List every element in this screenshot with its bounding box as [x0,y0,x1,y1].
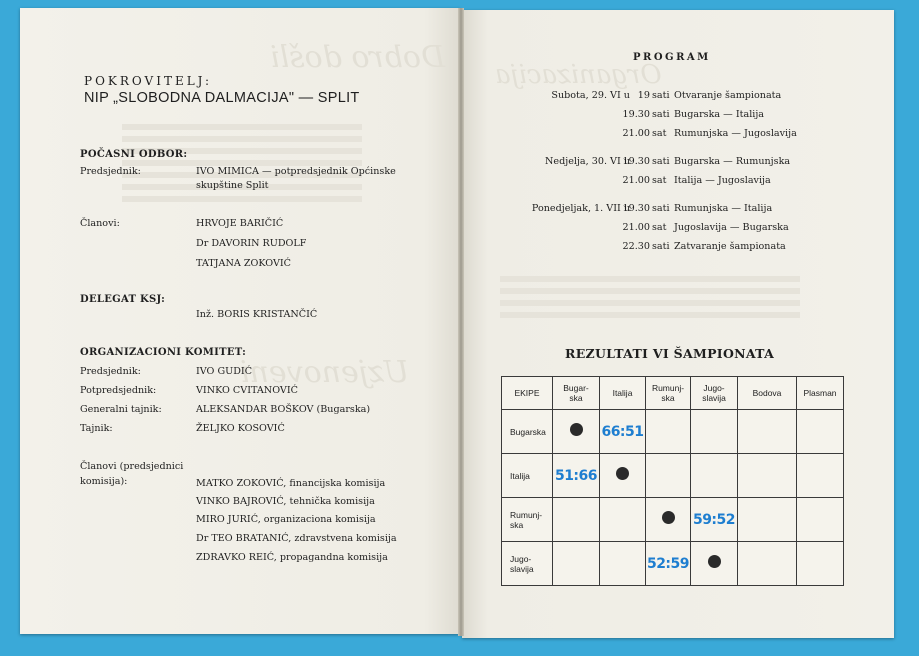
results-cell [553,454,600,498]
program-unit: sati [652,109,670,120]
pocasni-clanovi-label: Članovi: [80,218,120,229]
pocasni-predsjednik-label: Predsjednik: [80,166,141,177]
program-time: 19.30 [622,156,650,167]
results-cell [691,542,738,586]
pocasni-clan-2: Dr DAVORIN RUDOLF [196,238,307,249]
header-text: EKIPE [514,388,540,398]
results-cell [738,498,797,542]
org-row-value: ŽELJKO KOSOVIĆ [196,423,285,434]
handwritten-score: 66:51 [601,423,644,440]
results-cell [691,498,738,542]
delegat-title: DELEGAT KSJ: [80,294,166,305]
org-row-value: VINKO CVITANOVIĆ [196,385,298,396]
pocasni-odbor-title: POČASNI ODBOR: [80,149,188,160]
program-event: Zatvaranje šampionata [674,241,786,252]
program-event: Rumunjska — Italija [674,203,773,214]
pocasni-predsjednik-value-1: IVO MIMICA — potpredsjednik Općinske [196,166,396,177]
results-body [502,410,844,586]
results-team-name: Jugo- slavija [502,542,553,586]
results-cell [797,542,844,586]
program-event: Jugoslavija — Bugarska [674,222,789,233]
program-time: 22.30 [622,241,650,252]
program-day: Nedjelja, 30. VI u [545,156,630,167]
header-text: Rumunj- ska [651,383,685,403]
program-time: 19.30 [622,203,650,214]
pocasni-clan-1: HRVOJE BARIČIĆ [196,218,284,229]
program-event: Bugarska — Rumunjska [674,156,791,167]
results-row [502,454,844,498]
org-komitet-title: ORGANIZACIONI KOMITET: [80,347,247,358]
results-cell [738,454,797,498]
org-row-label: Predsjednik: [80,366,141,377]
results-team-name: Italija [502,454,553,498]
results-header-row [502,377,844,410]
results-cell [646,498,691,542]
header-jugoslavija [691,377,738,410]
org-clan: MIRO JURIĆ, organizaciona komisija [196,514,376,525]
show-through-heading-left-2: Uzjenoveni [240,355,410,390]
program-time: 21.00 [622,222,650,233]
org-clanovi-label-1: Članovi (predsjednici [80,461,184,472]
pocasni-clan-3: TATJANA ZOKOVIĆ [196,258,292,269]
handwritten-score: 51:66 [554,467,598,484]
org-clan: Dr TEO BRATANIĆ, zdravstvena komisija [196,533,397,544]
results-team-name: Bugarska [502,410,553,454]
handwritten-score: 59:52 [692,511,736,528]
results-cell [600,542,646,586]
results-title: REZULTATI VI ŠAMPIONATA [565,346,775,361]
org-row-label: Generalni tajnik: [80,404,162,415]
results-cell [553,542,600,586]
self-match-dot-icon [616,467,629,480]
results-cell [691,454,738,498]
results-cell [738,410,797,454]
program-event: Bugarska — Italija [674,109,765,120]
results-row [502,542,844,586]
results-cell [600,410,646,454]
org-row-label: Tajnik: [80,423,113,434]
org-clan: MATKO ZOKOVIĆ, financijska komisija [196,478,386,489]
pokrovitelj-name: NIP „SLOBODNA DALMACIJA" — SPLIT [84,90,360,106]
program-time: 21.00 [622,175,650,186]
results-row [502,410,844,454]
program-unit: sat [652,222,667,233]
org-row-label: Potpredsjednik: [80,385,157,396]
show-through-heading-right: Organizacija [495,60,662,90]
org-row-value: ALEKSANDAR BOŠKOV (Bugarska) [196,404,371,415]
header-bugarska [553,377,600,410]
program-unit: sat [652,175,667,186]
results-cell [646,410,691,454]
program-unit: sati [652,90,670,101]
org-clan: ZDRAVKO REIĆ, propagandna komisija [196,552,388,563]
program-time: 19 [637,90,650,101]
program-day: Subota, 29. VI u [551,90,630,101]
results-cell [797,454,844,498]
header-text: Bodova [752,388,782,398]
results-cell [553,410,600,454]
header-ekipe [502,377,553,410]
pocasni-predsjednik-value-2: skupštine Split [196,180,269,191]
program-day: Ponedjeljak, 1. VII u [531,203,630,214]
show-through-heading-left: Dobro došli [270,40,446,75]
header-text: Bugar- ska [563,383,589,403]
org-row-value: IVO GUDIĆ [196,366,253,377]
results-cell [646,542,691,586]
results-row [502,498,844,542]
program-unit: sati [652,203,670,214]
program-event: Rumunjska — Jugoslavija [674,128,797,139]
program-event: Italija — Jugoslavija [674,175,771,186]
results-cell [646,454,691,498]
self-match-dot-icon [662,511,675,524]
results-cell [600,454,646,498]
program-event: Otvaranje šampionata [674,90,782,101]
results-table [501,376,844,586]
org-clanovi-label-2: komisija): [80,476,128,487]
results-team-name: Rumunj- ska [502,498,553,542]
program-title: PROGRAM [633,52,711,63]
header-text: Italija [612,388,633,398]
results-cell [738,542,797,586]
header-italija [600,377,646,410]
pokrovitelj-label: POKROVITELJ: [84,74,213,88]
header-rumunjska [646,377,691,410]
self-match-dot-icon [708,555,721,568]
booklet-spine [458,8,464,636]
header-plasman [797,377,844,410]
show-through-text-left [122,118,362,208]
self-match-dot-icon [570,423,583,436]
results-cell [600,498,646,542]
program-unit: sati [652,241,670,252]
results-cell [691,410,738,454]
handwritten-score: 52:59 [646,555,690,572]
header-text: Plasman [803,388,837,398]
program-time: 21.00 [622,128,650,139]
header-bodova [738,377,797,410]
header-text: Jugo- slavija [702,383,726,403]
show-through-text-right [500,270,800,324]
results-cell [797,410,844,454]
program-unit: sati [652,156,670,167]
results-cell [797,498,844,542]
org-clan: VINKO BAJROVIĆ, tehnička komisija [196,496,375,507]
program-time: 19.30 [622,109,650,120]
program-unit: sat [652,128,667,139]
delegat-name: Inž. BORIS KRISTANČIĆ [196,309,318,320]
results-cell [553,498,600,542]
